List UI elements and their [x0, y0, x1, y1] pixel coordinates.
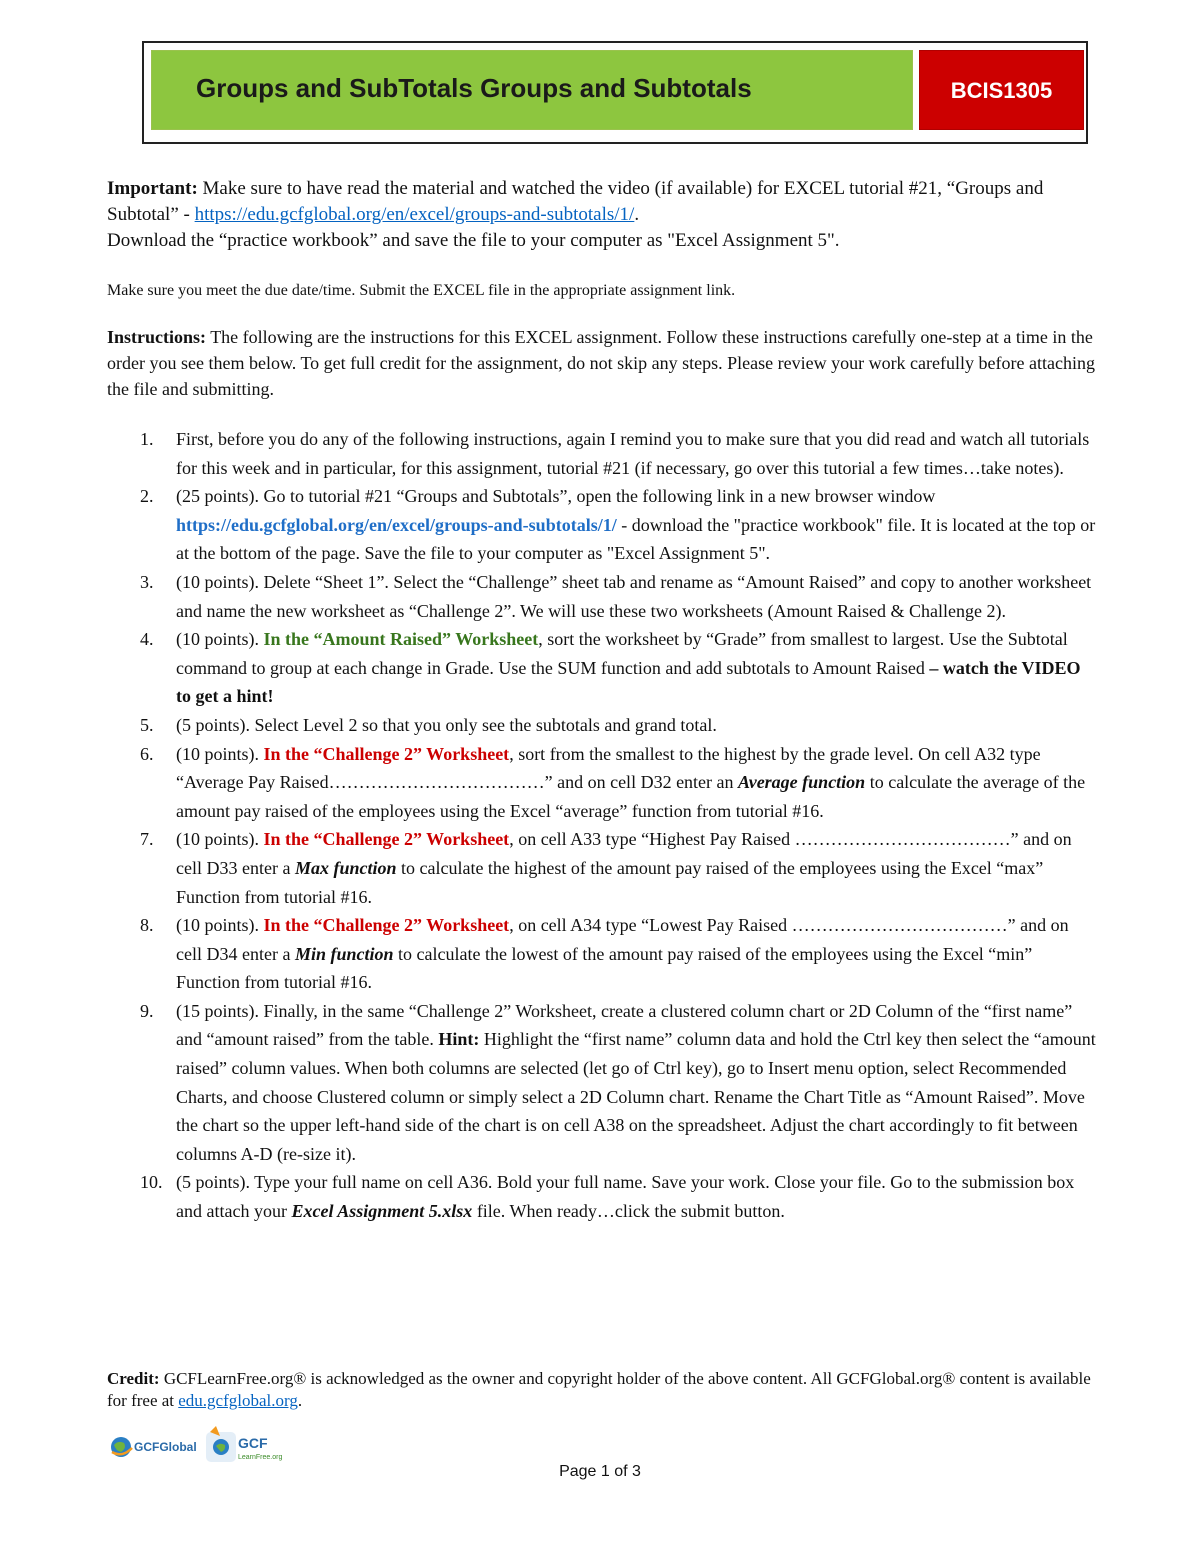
worksheet-highlight: In the “Amount Raised” Worksheet — [263, 629, 539, 650]
step-number: 5. — [140, 714, 154, 735]
important-label: Important: — [107, 178, 198, 199]
list-item — [107, 711, 1097, 740]
step-text: (10 points). — [176, 629, 264, 650]
step-text: to calculate the lowest of the amount pay raised of the employees using the Excel “min” Function from tutorial #16. — [176, 943, 1033, 993]
step-number: 3. — [140, 571, 154, 592]
instructions-text: The following are the instructions for this EXCEL assignment. Follow these instructions carefully one-step at a time in the order you see them below. To get full credit for the assignment, do not skip any steps. Please review your work carefully before attaching the file and submitting. — [107, 327, 1095, 399]
course-code-badge — [919, 50, 1084, 130]
credit-label: Credit: — [107, 1369, 160, 1388]
step-text: First, before you do any of the following instructions, again I remind you to make sure that you did read and watch all tutorials for this week and in particular, for this assignment, tutorial #21 (if necessary, go over this tutorial a few times…take notes). — [176, 429, 1090, 478]
instructions-paragraph — [107, 324, 1097, 402]
worksheet-highlight: In the “Challenge 2” Worksheet — [263, 743, 510, 764]
list-item — [107, 425, 1097, 482]
list-item — [107, 482, 1097, 568]
list-item — [107, 568, 1097, 625]
important-period: . — [634, 204, 640, 225]
gcf-learnfree-logo-icon — [206, 1426, 236, 1462]
gcf-logo-text: GCF — [238, 1435, 268, 1451]
function-name: Average function — [738, 772, 866, 793]
gcfglobal-logo-text: GCFGlobal — [134, 1440, 197, 1454]
step-number: 4. — [140, 629, 154, 650]
step-number: 2. — [140, 486, 154, 507]
step-text: (10 points). Delete “Sheet 1”. Select the “Challenge” sheet tab and rename as “Amount Raised” and copy to another worksheet and name the new worksheet as “Challenge 2”. We will use these two worksheets (Amount Raised & Challenge 2). — [176, 571, 1092, 621]
function-name: Max function — [294, 857, 397, 878]
gcfglobal-logo-icon — [111, 1437, 132, 1457]
document-title: Groups and SubTotals Groups and Subtotals — [196, 73, 752, 103]
step-text: to calculate the average of the amount pay raised of the employees using the Excel “average” function from tutorial #16. — [176, 772, 1086, 821]
step-number: 9. — [140, 1000, 154, 1021]
list-item — [107, 1168, 1097, 1225]
hint-label: Hint: — [438, 1029, 480, 1050]
step-text: , on cell A33 type “Highest Pay Raised ………………………………” and on cell D33 enter a — [176, 829, 1072, 878]
step-text: , sort from the smallest to the highest by the grade level. On cell A32 type “Average Pay Raised………………………………” and on cell D32 enter an — [176, 743, 1041, 793]
step-text: (5 points). Select Level 2 so that you only see the subtotals and grand total. — [176, 714, 717, 735]
title-banner — [151, 50, 913, 130]
important-paragraph — [107, 176, 1097, 254]
gcfglobal-link[interactable]: edu.gcfglobal.org — [178, 1391, 298, 1410]
credit-text: GCFLearnFree.org® is acknowledged as the owner and copyright holder of the above content. All GCFGlobal.org® content is available for free at — [107, 1369, 1091, 1410]
gcf-logos — [108, 1418, 318, 1468]
list-item — [107, 997, 1097, 1169]
list-item — [107, 625, 1097, 711]
worksheet-highlight: In the “Challenge 2” Worksheet — [263, 829, 510, 850]
learnfree-logo-text: LearnFree.org — [238, 1454, 283, 1461]
important-text: Make sure to have read the material and watched the video (if available) for EXCEL tutorial #21, “Groups and Subtotal” - — [107, 178, 1044, 225]
credit-period: . — [297, 1391, 303, 1410]
download-note: Download the “practice workbook” and save the file to your computer as "Excel Assignment 5". — [107, 230, 840, 251]
worksheet-highlight: In the “Challenge 2” Worksheet — [263, 915, 510, 936]
step-text: (10 points). — [176, 829, 264, 850]
step-text: (15 points). Finally, in the same “Challenge 2” Worksheet, create a clustered column chart or 2D Column of the “first name” and “amount raised” from the table. — [176, 1000, 1073, 1050]
step-text: (25 points). Go to tutorial #21 “Groups and Subtotals”, open the following link in a new browser window — [176, 486, 936, 507]
step-text: , sort the worksheet by “Grade” from smallest to largest. Use the Subtotal command to group at each change in Grade. Use the SUM function and add subtotals to Amount Raised — [176, 629, 1068, 678]
function-name: Min function — [294, 943, 394, 964]
due-date-note: Make sure you meet the due date/time. Submit the EXCEL file in the appropriate assignment link. — [107, 282, 736, 299]
practice-workbook-link[interactable]: https://edu.gcfglobal.org/en/excel/groups-and-subtotals/1/ — [176, 514, 617, 535]
step-number: 7. — [140, 829, 154, 850]
course-code: BCIS1305 — [950, 78, 1053, 103]
list-item — [107, 740, 1097, 826]
step-text: (10 points). — [176, 743, 264, 764]
instructions-label: Instructions: — [107, 327, 207, 347]
step-text: Highlight the “first name” column data and hold the Ctrl key then select the “amount raised” column values. When both columns are selected (let go of Ctrl key), go to Insert menu option, select Recommended Charts, and choose Clustered column or simply select a 2D Column chart. Rename the Chart Title as “Amount Raised”. Move the chart so the upper left-hand side of the chart is on cell A38 on the spreadsheet. Adjust the chart accordingly to fit between columns A-D (re-size it). — [176, 1029, 1096, 1164]
credit-paragraph — [107, 1368, 1097, 1412]
step-text: , on cell A34 type “Lowest Pay Raised ………………………………” and on cell D34 enter a — [176, 915, 1069, 964]
steps-list — [107, 425, 1097, 1226]
step-number: 1. — [140, 429, 154, 449]
file-name: Excel Assignment 5.xlsx — [291, 1201, 473, 1222]
tutorial-link[interactable]: https://edu.gcfglobal.org/en/excel/groups-and-subtotals/1/ — [194, 204, 635, 225]
step-number: 8. — [140, 915, 154, 936]
step-text: to calculate the highest of the amount pay raised of the employees using the Excel “max” Function from tutorial #16. — [176, 857, 1044, 907]
step-text: - download the "practice workbook" file. It is located at the top or at the bottom of the page. Save the file to your computer as "Excel Assignment 5". — [176, 514, 1096, 564]
list-item — [107, 911, 1097, 997]
step-number: 10. — [140, 1172, 163, 1193]
step-number: 6. — [140, 743, 154, 764]
list-item — [107, 825, 1097, 911]
step-text: (10 points). — [176, 915, 264, 936]
step-text: (5 points). Type your full name on cell A36. Bold your full name. Save your work. Close your file. Go to the submission box and attach your — [176, 1172, 1075, 1222]
page-number: Page 1 of 3 — [559, 1463, 641, 1480]
step-text: file. When ready…click the submit button. — [472, 1201, 785, 1222]
step-hint: – watch the VIDEO to get a hint! — [176, 657, 1081, 707]
